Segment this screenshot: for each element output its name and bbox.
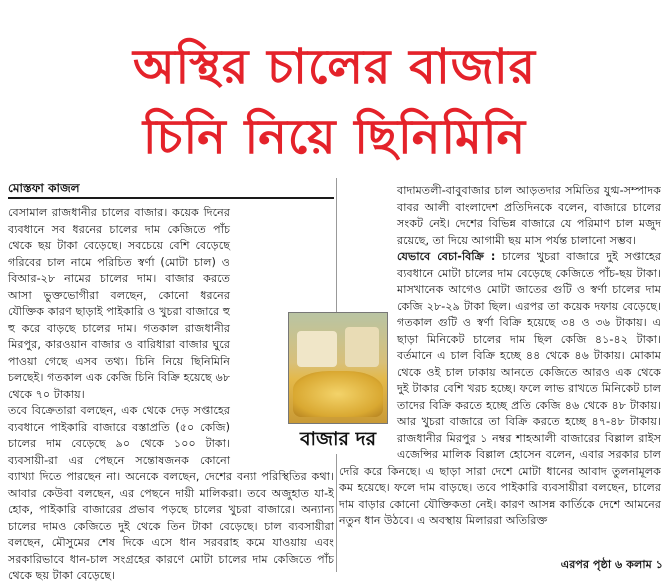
headline-line-2: চিনি নিয়ে ছিনিমিনি xyxy=(142,109,527,165)
headline-line-1: অস্থির চালের বাজার xyxy=(132,39,537,95)
left-column xyxy=(8,205,334,585)
subhead: যেভাবে বেচা-বিক্রি : xyxy=(397,250,496,263)
right-paragraph-1: বাদামতলী-বাবুবাজার চাল আড়তদার সমিতির যুগ্ম-সম্পাদক বাবর আলী বাংলাদেশ প্রতিদিনকে বলেন, বাজারে চালের সংকট নেই। দেশের বিভিন্ন বাজারে যে পরিমাণ চাল মজুদ রয়েছে, তা দিয়ে আগামী ছয় মাস পর্যন্ত চালানো সম্ভব। xyxy=(397,184,661,247)
rice-grain-pile xyxy=(293,371,383,417)
rice-sack-shape xyxy=(345,327,379,367)
rice-sack-shape xyxy=(297,331,337,367)
continuation-note: এরপর পৃষ্ঠা ৬ কলাম ১ xyxy=(561,556,663,575)
byline: মোস্তফা কাজল xyxy=(8,181,80,195)
rice-market-photo xyxy=(288,312,388,424)
right-paragraph-2-text: চালের খুচরা বাজারে দুই সপ্তাহের ব্যবধানে মোটা চালের দাম বেড়েছে কেজিতে পাঁচ-ছয় টাকা। মাসখানেক আগেও মোটা জাতের গুটি ও স্বর্ণা চালের দাম কেজি ২৮-২৯ টাকা ছিল। এরপর তা কয়েক দফায় বেড়েছে। গতকাল গুটি ও স্বর্ণা বিক্রি হয়েছে ৩৪ ও ৩৬ টাকায়। এ ছাড়া মিনিকেট চালের দাম ছিল কেজি ৪১-৪২ টাকা। বর্তমানে এ চাল বিক্রি হচ্ছে ৪৪ থেকে ৪৬ টাকায়। মোকাম থেকে ওই চাল ঢাকায় আনতে কেজিতে আরও এক থেকে দুই টাকার বেশি খরচ হচ্ছে। ফলে লাভ রাখতে মিনিকেট চাল তাদের বিক্রি করতে হচ্ছে প্রতি কেজি ৪৬ থেকে ৪৮ টাকায়। আর খুচরা বাজারে তা বিক্রি করতে হচ্ছে ৪৭-৪৮ টাকায়। রাজধানীর মিরপুর ১ নম্বর শাহআলী বাজারের বিল্লাল রাইস এজেন্সির মালিক বিল্লাল হোসেন বলেন, এবার সরকার চাল দেরি করে কিনছে। এ ছাড়া সারা দেশে মোটা ধানের আবাদ তুলনামূলক কম হয়েছে। ফলে দাম বাড়ছে। তবে পাইকারি ব্যবসায়ীরা বলছেন, চালের দাম বাড়ার কোনো যৌক্তিকতা নেই। কারণ আসন্ন কার্তিকে দেশে আমনের নতুন ধান উঠবে। এ অবস্থায় মিলাররা অতিরিক্ত xyxy=(339,250,661,527)
left-paragraph-2: তবে বিক্রেতারা বলছেন, এক থেকে দেড় সপ্তাহের ব্যবধানে পাইকারি বাজারে বস্তাপ্রতি (৫০ কেজি) চালের দাম বেড়েছে ৯০ থেকে ১০০ টাকা। ব্যবসায়ী-রা এর পেছনে সন্তোষজনক কোনো ব্যাখ্যা দিতে পারছেন না। অনেকে বলছেন, দেশের বন্যা পরিস্থিতির কথা। আবার কেউবা বলছেন, এর পেছনে দায়ী মালিকরা। তবে অজুহাত যা-ই হোক, পাইকারি বাজারের প্রভাব পড়ছে চালের খুচরা বাজারে। অন্যান্য চালের দামও কেজিতে দুই থেকে তিন টাকা বেড়েছে। চাল ব্যবসায়ীরা বলছেন, মৌসুমের শেষ দিকে এসে ধান সরবরাহ কমে যাওয়ায় এবং সরকারিভাবে ধান-চাল সংগ্রহের কারণে মোটা চালের দাম কেজিতে পাঁচ থেকে ছয় টাকা বেড়েছে। xyxy=(8,404,334,582)
byline-rule xyxy=(8,197,334,199)
photo-caption: বাজার দর xyxy=(288,424,388,454)
page-top-margin xyxy=(0,0,669,14)
left-paragraph-1: বেসামাল রাজধানীর চালের বাজার। কয়েক দিনের ব্যবধানে সব ধরনের চালের দাম কেজিতে পাঁচ থেকে ছয় টাকা বেড়েছে। সবচেয়ে বেশি বেড়েছে গরিবের চাল নামে পরিচিত স্বর্ণা (মোটা চাল) ও বিআর-২৮ নামের চালের দাম। বাজার করতে আসা ভুক্তভোগীরা বলছেন, কোনো ধরনের যৌক্তিক কারণ ছাড়াই পাইকারি ও খুচরা বাজারে হু হু করে বাড়ছে চালের দাম। গতকাল রাজধানীর মিরপুর, কারওয়ান বাজার ও বারিধারা বাজার ঘুরে পাওয়া গেছে এসব তথ্য। চিনি নিয়ে ছিনিমিনি চলছেই। গতকাল এক কেজি চিনি বিক্রি হয়েছে ৬৮ থেকে ৭০ টাকায়। xyxy=(8,206,230,401)
